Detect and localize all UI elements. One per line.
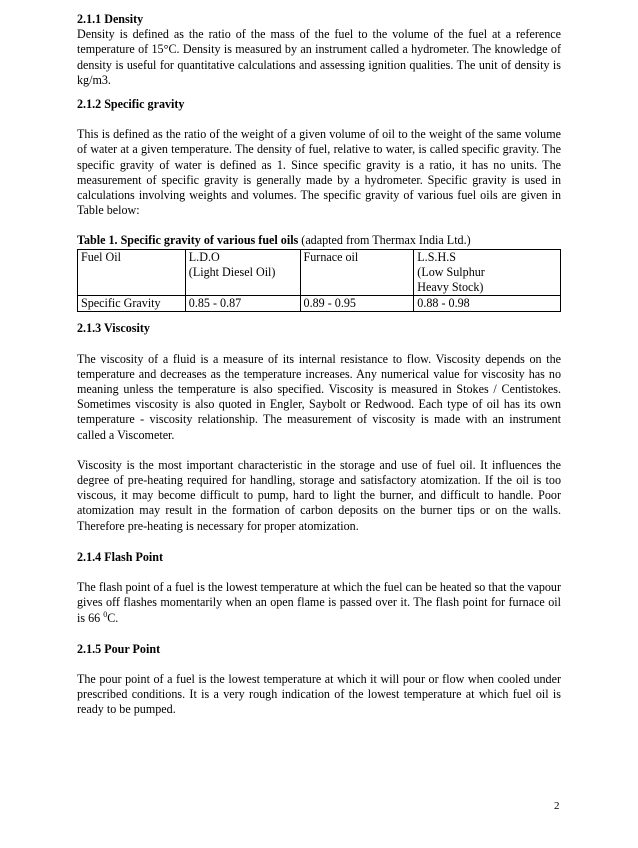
table-cell-lshs: 0.88 - 0.98 <box>414 296 561 312</box>
table-cell-furnace: 0.89 - 0.95 <box>300 296 414 312</box>
paragraph-specific-gravity: This is defined as the ratio of the weight of a given volume of oil to the weight of the same volume of water at a given temperature. The density of fuel, relative to water, is called specific gravity. The specific gravity of water is defined as 1. Since specific gravity is a ratio, it has no units. The measurement of specific gravity is generally made by a hydrometer. Specific gravity is used in calculations involving weights and volumes. The specific gravity of various fuel oils are given in Table below: <box>77 127 561 218</box>
lshs-fullname-line2: Heavy Stock) <box>417 280 484 295</box>
paragraph-pour-point: The pour point of a fuel is the lowest temperature at which it will pour or flow when cooled under prescribed conditions. It is a very rough indication of the lowest temperature at which fuel oil is ready to be pumped. <box>77 671 561 717</box>
table-header-row <box>78 249 561 296</box>
table-header-ldo <box>185 249 300 296</box>
ldo-fullname: (Light Diesel Oil) <box>188 264 276 279</box>
table-caption-title: Table 1. Specific gravity of various fuel oils <box>77 233 299 248</box>
paragraph-viscosity-1: The viscosity of a fluid is a measure of its internal resistance to flow. Viscosity depends on the temperature and decreases as the temperature increases. Any numerical value for viscosity has no meaning unless the temperature is also specified. Viscosity is measured in Stokes / Centistokes. Sometimes viscosity is also quoted in Engler, Saybolt or Redwood. Each type of oil has its own temperature - viscosity relationship. The measurement of viscosity is made with an instrument called a Viscometer. <box>77 351 561 442</box>
flash-point-text: The flash point of a fuel is the lowest temperature at which the fuel can be heated so that the vapour gives off flashes momentarily when an open flame is passed over it. The flash point for furnace oil is 66 <box>77 580 561 625</box>
paragraph-flash-point <box>77 580 561 626</box>
table-caption-source: (adapted from Thermax India Ltd.) <box>298 233 471 248</box>
heading-pour-point: 2.1.5 Pour Point <box>77 641 161 656</box>
heading-specific-gravity: 2.1.2 Specific gravity <box>77 97 185 112</box>
page-number: 2 <box>554 800 560 812</box>
heading-flash-point: 2.1.4 Flash Point <box>77 549 164 564</box>
lshs-fullname-line1: (Low Sulphur <box>417 264 485 279</box>
heading-density: 2.1.1 Density <box>77 12 144 26</box>
table-cell-label: Specific Gravity <box>78 296 186 312</box>
table-header-fuel-oil: Fuel Oil <box>78 249 186 296</box>
table-cell-ldo: 0.85 - 0.87 <box>185 296 300 312</box>
page-content <box>77 12 561 718</box>
lshs-abbrev: L.S.H.S <box>417 249 456 264</box>
table-header-lshs <box>414 249 561 296</box>
celsius-unit: C. <box>107 610 119 625</box>
heading-viscosity: 2.1.3 Viscosity <box>77 321 150 336</box>
degree-superscript: 0 <box>103 609 108 619</box>
table-row <box>78 296 561 312</box>
paragraph-viscosity-2: Viscosity is the most important characteristic in the storage and use of fuel oil. It influences the degree of pre-heating required for handling, storage and satisfactory atomization. If the oil is too viscous, it may become difficult to pump, hard to light the burner, and difficult to handle. Poor atomization may result in the formation of carbon deposits on the burner tips or on the walls. Therefore pre-heating is necessary for proper atomization. <box>77 457 561 533</box>
ldo-abbrev: L.D.O <box>188 249 220 264</box>
table-header-furnace-oil: Furnace oil <box>300 249 414 296</box>
table-caption <box>77 233 561 248</box>
paragraph-density: Density is defined as the ratio of the mass of the fuel to the volume of the fuel at a reference temperature of 15°C. Density is measured by an instrument called a hydrometer. The knowledge of density is useful for quantitative calculations and assessing ignition qualities. The unit of density is kg/m3. <box>77 27 561 87</box>
specific-gravity-table <box>77 249 561 313</box>
